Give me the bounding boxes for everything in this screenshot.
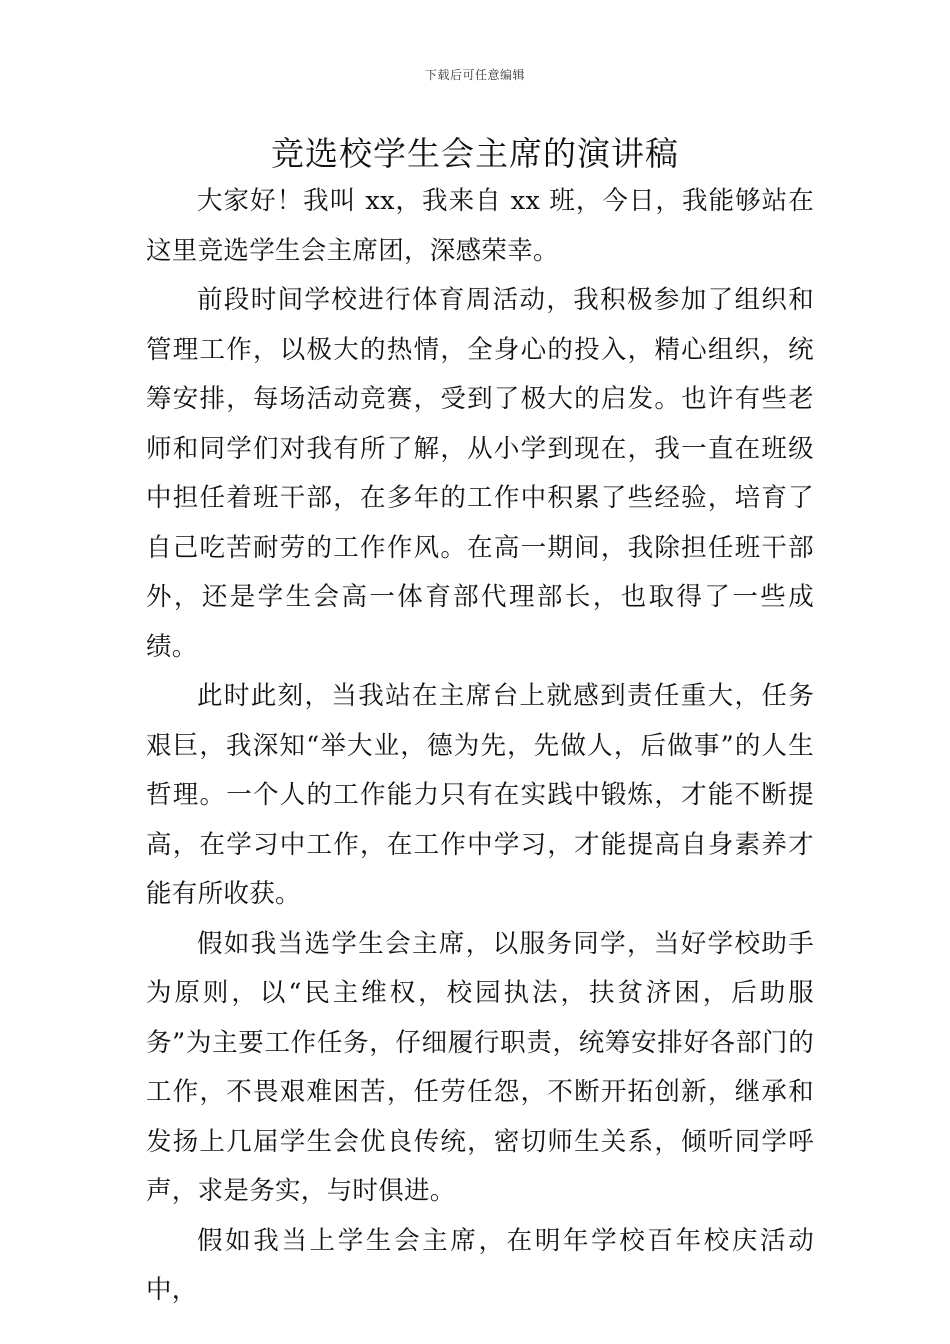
paragraph-responsibility: 此时此刻，当我站在主席台上就感到责任重大，任务艰巨，我深知“举大业，德为先，先做人，后做事”的人生哲理。一个人的工作能力只有在实践中锻炼，才能不断提高，在学习中工作，在工作中学习，才能提高自身素养才能有所收获。 bbox=[146, 681, 814, 909]
paragraph-plan: 假如我当选学生会主席，以服务同学，当好学校助手为原则，以“民主维权，校园执法，扶贫济困，后助服务”为主要工作任务，仔细履行职责，统筹安排好各部门的工作，不畏艰难困苦，任劳任怨，不断开拓创新，继承和发扬上几届学生会优良传统，密切师生关系，倾听同学呼声，求是务实，与时俱进。 bbox=[146, 928, 814, 1206]
paragraph-greeting: 大家好！我叫 xx，我来自 xx 班，今日，我能够站在这里竞选学生会主席团，深感荣幸。 bbox=[146, 186, 814, 266]
paragraph-anniversary: 假如我当上学生会主席，在明年学校百年校庆活动中， bbox=[146, 1225, 814, 1305]
document-title: 竞选校学生会主席的演讲稿 bbox=[271, 134, 679, 173]
header-note: 下载后可任意编辑 bbox=[424, 68, 525, 82]
document-body bbox=[146, 177, 814, 1316]
paragraph-experience: 前段时间学校进行体育周活动，我积极参加了组织和管理工作，以极大的热情，全身心的投入，精心组织，统筹安排，每场活动竞赛，受到了极大的启发。也许有些老师和同学们对我有所了解，从小学到现在，我一直在班级中担任着班干部，在多年的工作中积累了些经验，培育了自己吃苦耐劳的工作作风。在高一期间，我除担任班干部外，还是学生会高一体育部代理部长，也取得了一些成绩。 bbox=[146, 285, 814, 662]
